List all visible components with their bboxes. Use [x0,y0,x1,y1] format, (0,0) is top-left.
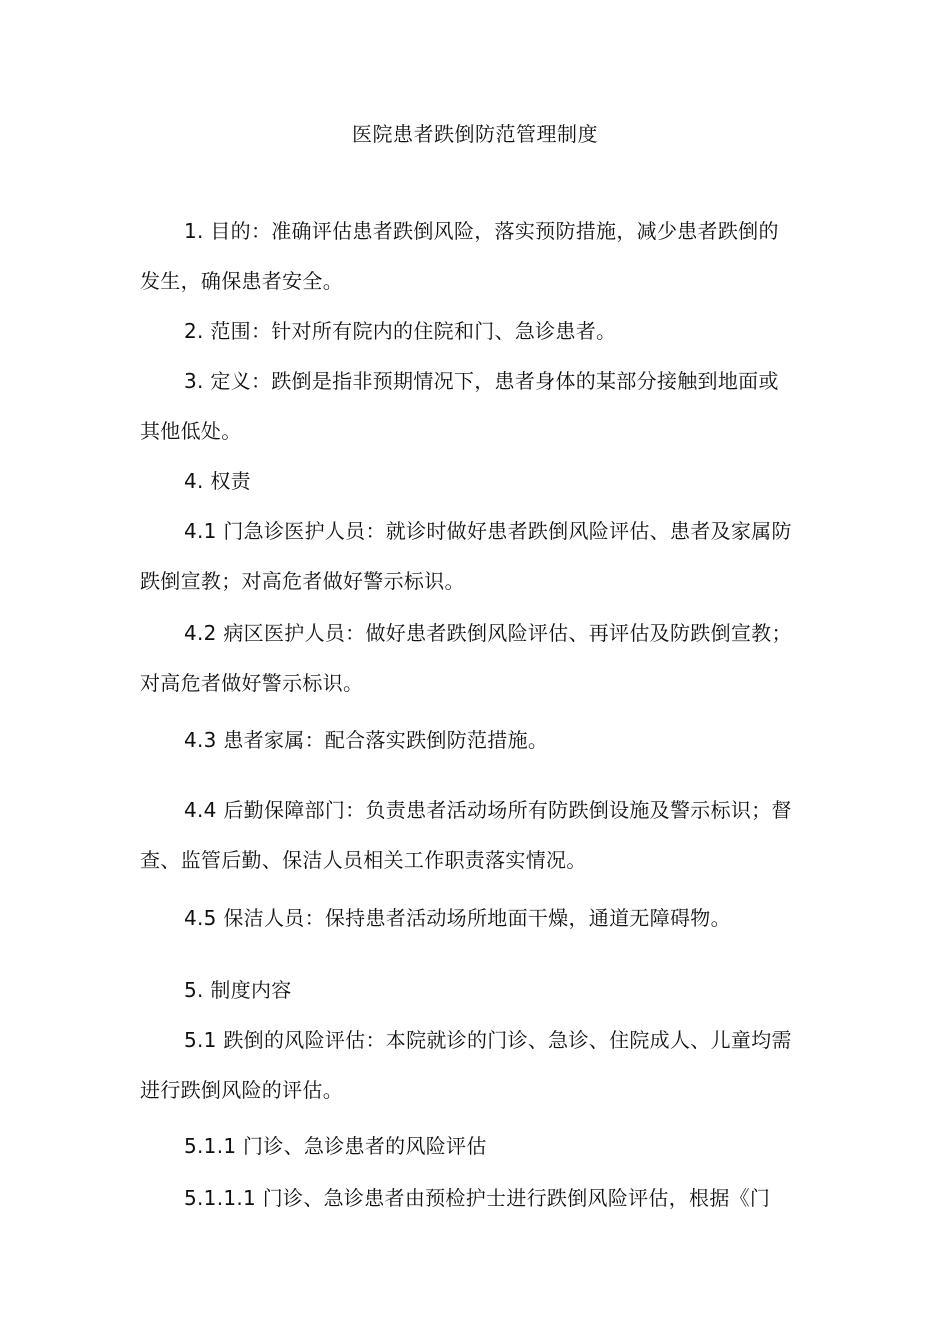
paragraph-line: 4.3 患者家属：配合落实跌倒防范措施。 [184,728,549,752]
paragraph-line: 其他低处。 [140,419,242,443]
paragraph-line: 查、监管后勤、保洁人员相关工作职责落实情况。 [140,848,587,872]
paragraph-line: 4.5 保洁人员：保持患者活动场所地面干燥，通道无障碍物。 [184,906,731,930]
paragraph-line: 5.1 跌倒的风险评估：本院就诊的门诊、急诊、住院成人、儿童均需 [184,1028,792,1052]
paragraph-line: 1. 目的：准确评估患者跌倒风险，落实预防措施，减少患者跌倒的 [184,219,779,243]
paragraph-line: 4.1 门急诊医护人员：就诊时做好患者跌倒风险评估、患者及家属防 [184,519,792,543]
section-heading: 4. 权责 [184,469,251,493]
paragraph-line: 发生，确保患者安全。 [140,269,343,293]
document-title: 医院患者跌倒防范管理制度 [352,122,598,146]
section-heading: 5. 制度内容 [184,978,292,1002]
paragraph-line: 2. 范围：针对所有院内的住院和门、急诊患者。 [184,319,617,343]
paragraph-line: 进行跌倒风险的评估。 [140,1078,343,1102]
paragraph-line: 5.1.1.1 门诊、急诊患者由预检护士进行跌倒风险评估，根据《门 [184,1186,771,1210]
paragraph-line: 对高危者做好警示标识。 [140,671,364,695]
paragraph-line: 跌倒宣教；对高危者做好警示标识。 [140,569,465,593]
paragraph-line: 3. 定义：跌倒是指非预期情况下，患者身体的某部分接触到地面或 [184,369,779,393]
paragraph-line: 4.2 病区医护人员：做好患者跌倒风险评估、再评估及防跌倒宣教； [184,621,792,645]
paragraph-line: 4.4 后勤保障部门：负责患者活动场所有防跌倒设施及警示标识；督 [184,798,792,822]
subsection-heading: 5.1.1 门诊、急诊患者的风险评估 [184,1134,487,1158]
